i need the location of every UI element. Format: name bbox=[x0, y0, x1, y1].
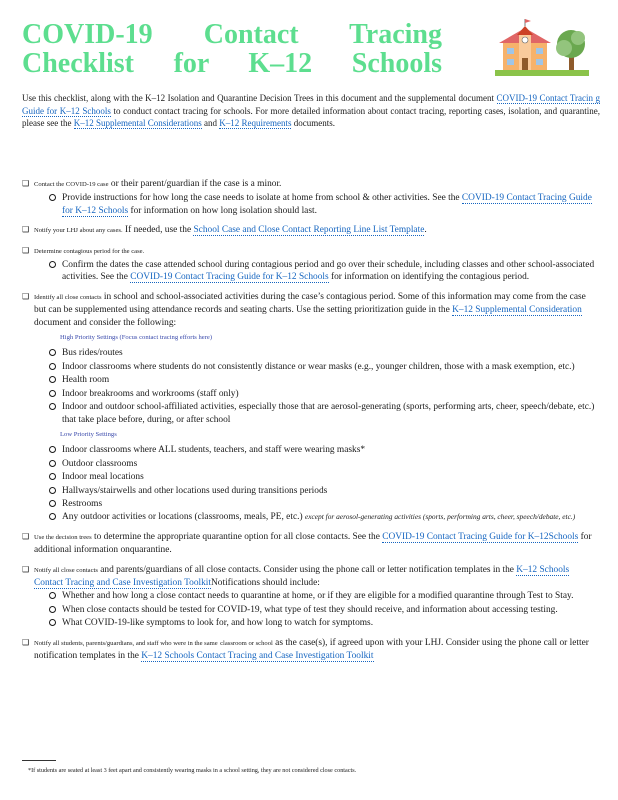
link-k12-supplemental-considerations[interactable]: K–12 Supplemental Considerations bbox=[73, 118, 202, 128]
sub-list bbox=[34, 259, 600, 284]
circle-bullet-icon bbox=[49, 376, 56, 383]
footnote: *If students are seated at least 3 feet apart and consistently wearing masks in a school setting, they are not considered close contacts. bbox=[28, 767, 357, 774]
circle-bullet-icon bbox=[49, 619, 56, 626]
circle-bullet-icon bbox=[49, 606, 56, 613]
checklist-item-notify-classroom: ❑ Notify all students, parents/guardians, and staff who were in the same classroom or school as the case(s), if agreed upon with your LHJ. Consider using the phone call or letter notification templates in the K–12 Schools Contact Tracing and Case Investigation Toolkit bbox=[22, 637, 589, 661]
link-toolkit[interactable]: K–12 Schools Contact Tracing and Case Investigation Toolkit bbox=[141, 651, 374, 661]
checklist-item-notify-lhj: ❑ Notify your LHJ about any cases. If needed, use the School Case and Close Contact Reporting Line List Template. bbox=[22, 225, 427, 236]
list-item: Outdoor classrooms bbox=[49, 458, 600, 470]
circle-bullet-icon bbox=[49, 473, 56, 480]
list-item: Indoor and outdoor school-affiliated activities, especially those that are aerosol-generating (sports, performing arts, cheer, speech/debate, etc.) that take place before, during, or after school bbox=[49, 401, 600, 426]
checklist-item-contagious-period: ❑ Determine contagious period for the case. Confirm the dates the case attended school during contagious period and go over their schedule, including classes and other school-associated activities. See the COVID-19 Contact Tracing Guide for K–12 Schools for information on identifying the contagious period. bbox=[22, 245, 600, 284]
circle-bullet-icon bbox=[49, 390, 56, 397]
list-item: Bus rides/routes bbox=[49, 347, 600, 359]
list-item: When close contacts should be tested for COVID-19, what type of test they should receive, and information about accessing testing. bbox=[49, 604, 600, 616]
list-item: Confirm the dates the case attended school during contagious period and go over their schedule, including classes and other school-associated activities. See the COVID-19 Contact Tracing Guide for K–12 Schools for information on identifying the contagious period. bbox=[49, 259, 600, 284]
checkbox-icon[interactable]: ❑ bbox=[22, 564, 30, 574]
link-k12-supplemental-consideration[interactable]: K–12 Supplemental Consideration bbox=[452, 305, 582, 316]
list-item: Indoor breakrooms and workrooms (staff only) bbox=[49, 388, 600, 400]
low-priority-heading: Low Priority Settings bbox=[60, 430, 117, 438]
circle-bullet-icon bbox=[49, 194, 56, 201]
list-item: Whether and how long a close contact needs to quarantine at home, or if they are eligible for a modified quarantine through Test to Stay. bbox=[49, 590, 600, 602]
high-priority-list bbox=[34, 347, 600, 425]
checkbox-icon[interactable]: ❑ bbox=[22, 637, 30, 647]
link-contact-tracing-guide[interactable]: COVID-19 Contact Tracing Guide for K–12 Schools bbox=[130, 272, 329, 283]
sub-list bbox=[34, 192, 600, 217]
checklist-item-identify-contacts: ❑ Identify all close contacts in school and school-associated activities during the case’s contagious period. Some of this information may come from the case but can be supplemented using attendance records and seating charts. Use the setting prioritization guide in the K–12 Supplemental Consideration document and consider the following: High Priority Settings (Focus contact tracing efforts here) Bus rides/routes Indoor classrooms where students do not consistently distance or wear masks (e.g., younger children, those with a mask exemption, etc.) Health room Indoor breakrooms and workrooms (staff only) Indoor and outdoor school-affiliated activities, especially those that are aerosol-generating (sports, performing arts, cheer, speech/debate, etc.) that take place before, during, or after school Low Priority Settings Indoor classrooms where ALL students, teachers, and staff were wearing masks* Outdoor classrooms Indoor meal locations Hallways/stairwells and other locations used during transitions periods Restrooms Any outdoor activities or locations (classrooms, meals, PE, etc.) except for aerosol-generating activities (sports, performing arts, cheer, speech/debate, etc.) bbox=[22, 291, 600, 524]
list-item: Indoor classrooms where students do not consistently distance or wear masks (e.g., younger children, those with a mask exemption, etc.) bbox=[49, 361, 600, 373]
school-building-icon bbox=[499, 19, 551, 70]
checklist-item-decision-trees: ❑ Use the decision trees to determine the appropriate quarantine option for all close contacts. See the COVID-19 Contact Tracing Guide for K–12Schools for additional information onquarantine. bbox=[22, 531, 592, 556]
link-toolkit[interactable]: K–12 Schools Contact Tracing and Case Investigation Toolkit bbox=[34, 564, 570, 588]
sub-list bbox=[34, 590, 600, 629]
footnote-divider bbox=[22, 760, 56, 761]
link-contact-tracing-guide[interactable]: COVID-19 Contact Tracin g Guide for K–12 Schools bbox=[22, 93, 601, 116]
circle-bullet-icon bbox=[49, 261, 56, 268]
list-item: Indoor classrooms where ALL students, teachers, and staff were wearing masks* bbox=[49, 444, 600, 456]
school-illustration bbox=[493, 18, 591, 78]
grass bbox=[495, 70, 589, 76]
link-line-list-template[interactable]: School Case and Close Contact Reporting Line List Template bbox=[193, 225, 425, 236]
circle-bullet-icon bbox=[49, 446, 56, 453]
circle-bullet-icon bbox=[49, 460, 56, 467]
circle-bullet-icon bbox=[49, 500, 56, 507]
checkbox-icon[interactable]: ❑ bbox=[22, 245, 30, 255]
high-priority-heading: High Priority Settings (Focus contact tracing efforts here) bbox=[60, 334, 213, 342]
circle-bullet-icon bbox=[49, 349, 56, 356]
list-item: Any outdoor activities or locations (classrooms, meals, PE, etc.) except for aerosol-generating activities (sports, performing arts, cheer, speech/debate, etc.) bbox=[49, 511, 600, 523]
list-item: Health room bbox=[49, 374, 600, 386]
tree-icon bbox=[556, 30, 585, 70]
list-item: Indoor meal locations bbox=[49, 471, 600, 483]
intro-paragraph: Use this checklist, along with the K–12 Isolation and Quarantine Decision Trees in this document and the supplemental document COVID-19 Contact Tracin g Guide for K–12 Schools to conduct contact tracing for schools. For more detailed information about contact tracing, reporting cases, isolation, and quarantine, please see the K–12 Supplemental Considerations and K–12 Requirements documents. bbox=[22, 93, 601, 128]
circle-bullet-icon bbox=[49, 403, 56, 410]
page-title bbox=[22, 20, 442, 78]
link-k12-requirements[interactable]: K–12 Requirements bbox=[219, 118, 292, 128]
checkbox-icon[interactable]: ❑ bbox=[22, 179, 30, 188]
circle-bullet-icon bbox=[49, 363, 56, 370]
list-item: Hallways/stairwells and other locations used during transitions periods bbox=[49, 485, 600, 497]
circle-bullet-icon bbox=[49, 487, 56, 494]
circle-bullet-icon bbox=[49, 592, 56, 599]
link-contact-tracing-guide[interactable]: COVID-19 Contact Tracing Guide for K–12 Schools bbox=[62, 193, 592, 216]
checkbox-icon[interactable]: ❑ bbox=[22, 225, 30, 235]
checklist-item-notify-contacts: ❑ Notify all close contacts and parents/guardians of all close contacts. Consider using the phone call or letter notification templates in the K–12 Schools Contact Tracing and Case Investigation ToolkitNotifications should include: Whether and how long a close contact needs to quarantine at home, or if they are eligible for a modified quarantine through Test to Stay. When close contacts should be tested for COVID-19, what type of test they should receive, and information about accessing testing. What COVID-19-like symptoms to look for, and how long to watch for symptoms. bbox=[22, 564, 600, 630]
title-line-1: COVID-19 Contact Tracing bbox=[22, 19, 442, 50]
title-line-2: Checklist for K–12 Schools bbox=[22, 48, 442, 79]
list-item: Restrooms bbox=[49, 498, 600, 510]
low-priority-list bbox=[34, 444, 600, 523]
checklist bbox=[22, 178, 600, 669]
list-item: What COVID-19-like symptoms to look for, and how long to watch for symptoms. bbox=[49, 617, 600, 629]
list-item: Provide instructions for how long the case needs to isolate at home from school & other activities. See the COVID-19 Contact Tracing Guide for K–12 Schools for information on how long isolation should last. bbox=[49, 192, 600, 217]
checklist-item-contact-case: ❑ Contact the COVID-19 case or their parent/guardian if the case is a minor. Provide instructions for how long the case needs to isolate at home from school & other activities. See the COVID-19 Contact Tracing Guide for K–12 Schools for information on how long isolation should last. bbox=[22, 178, 600, 217]
checkbox-icon[interactable]: ❑ bbox=[22, 291, 30, 301]
circle-bullet-icon bbox=[49, 513, 56, 520]
checkbox-icon[interactable]: ❑ bbox=[22, 531, 30, 541]
link-contact-tracing-guide[interactable]: COVID-19 Contact Tracing Guide for K–12Schools bbox=[382, 531, 579, 542]
